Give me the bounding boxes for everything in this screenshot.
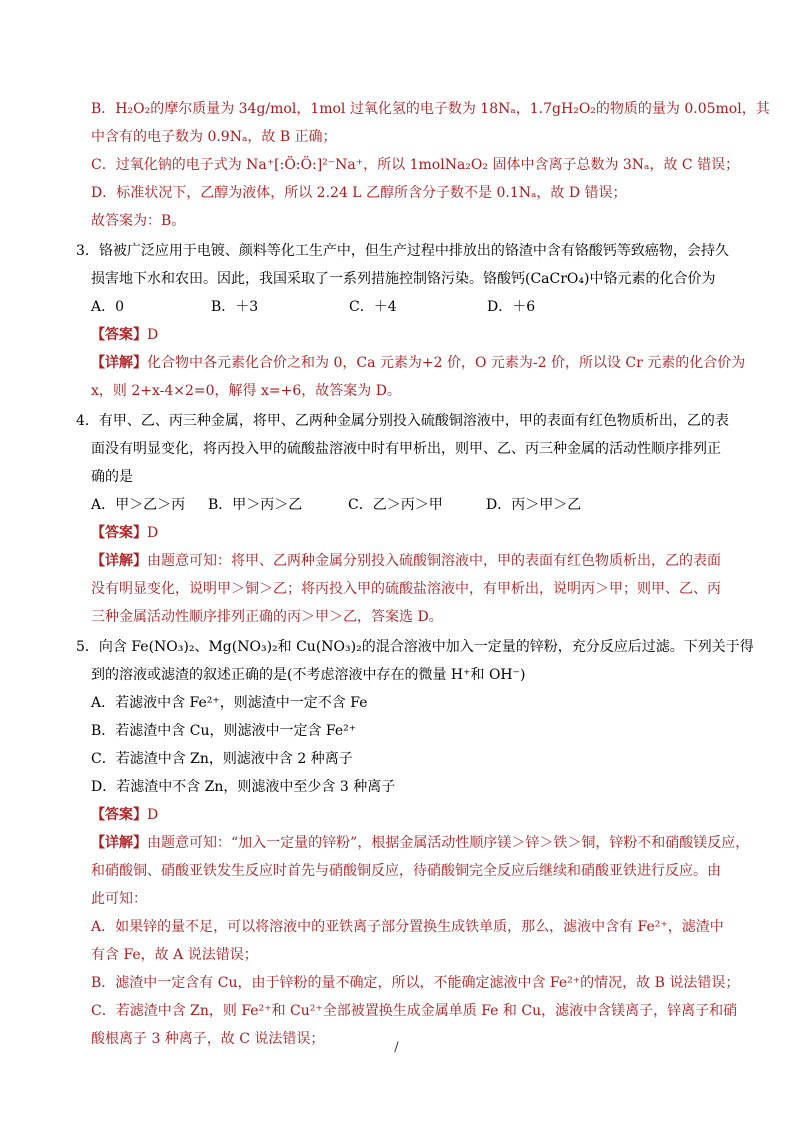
q4-detail-line1 [91,551,721,571]
q3-detail-text1: 化合物中各元素化合价之和为 0，Ca 元素为+2 价，O 元素为-2 价，所以设 Cr 元素的化合价为 [147,355,746,371]
q5-option-c: C．若滤渣中含 Zn，则滤液中含 2 种离子 [91,751,353,767]
q3-stem-line1: 3．铬被广泛应用于电镀、颜料等化工生产中，但生产过程中排放出的铬渣中含有铬酸钙等致癌物，会持久 [76,243,729,259]
q4-detail-line3: 三种金属活动性顺序排列正确的丙＞甲＞乙，答案选 D。 [91,609,443,625]
q4-option-a: A．甲＞乙＞丙 [91,497,186,513]
q3-detail-line2: x，则 2+x-4×2=0，解得 x=+6，故答案为 D。 [91,383,401,399]
q3-detail-tag: 【详解】 [91,355,147,371]
prev-option-b-line1: B．H₂O₂的摩尔质量为 34g/mol，1mol 过氧化氢的电子数为 18Nₐ，1.7gH₂O₂的物质的量为 0.05mol，其 [91,101,770,117]
q5-detail-text1: 由题意可知：“加入一定量的锌粉”，根据金属活动性顺序镁＞锌＞铁＞铜，锌粉不和硝酸镁反应， [147,835,750,851]
q4-stem-line1: 4．有甲、乙、丙三种金属，将甲、乙两种金属分别投入硫酸铜溶液中，甲的表面有红色物质析出，乙的表 [76,413,729,429]
prev-conclusion: 故答案为：B。 [91,213,186,229]
q5-stem-line2: 到的溶液或滤渣的叙述正确的是(不考虑溶液中存在的微量 H⁺和 OH⁻) [91,667,526,683]
q3-answer-tag: 【答案】 [91,327,147,343]
q5-detail-tag: 【详解】 [91,835,147,851]
q4-option-d: D．丙＞甲＞乙 [486,497,582,513]
q3-stem-line2: 损害地下水和农田。因此，我国采取了一系列措施控制铬污染。铬酸钙(CaCrO₄)中铬元素的化合价为 [91,271,716,287]
q3-option-d: D．＋6 [487,299,536,315]
q5-detail-line3: 此可知： [91,891,147,907]
q5-analysis-a-line2: 有含 Fe，故 A 说法错误； [91,947,258,963]
q3-answer [91,325,158,345]
q5-answer-tag: 【答案】 [91,807,147,823]
q5-analysis-c-line2: 酸根离子 3 种离子，故 C 说法错误； [91,1031,325,1047]
q3-options [91,297,535,317]
q3-detail-line1 [91,353,745,373]
q4-stem-line3: 确的是 [91,469,133,485]
q5-analysis-a-line1: A．如果锌的量不足，可以将溶液中的亚铁离子部分置换生成铁单质，那么，滤液中含有 Fe²⁺，滤渣中 [91,919,724,935]
q5-option-d: D．若滤渣中不含 Zn，则滤液中至少含 3 种离子 [91,779,396,795]
q4-stem-line2: 面没有明显变化，将丙投入甲的硫酸盐溶液中时有甲析出，则甲、乙、丙三种金属的活动性顺序排列正 [91,441,721,457]
q4-detail-line2: 没有明显变化，说明甲＞铜＞乙；将丙投入甲的硫酸盐溶液中，有甲析出，说明丙＞甲；则甲、乙、丙 [91,581,721,597]
q3-option-b: B．＋3 [211,299,259,315]
q5-option-b: B．若滤渣中含 Cu，则滤液中一定含 Fe²⁺ [91,723,357,739]
q3-option-c: C．＋4 [349,299,397,315]
q5-analysis-b-line: B．滤渣中一定含有 Cu，由于锌粉的量不确定，所以，不能确定滤液中含 Fe²⁺的情况，故 B 说法错误； [91,975,740,991]
q3-option-a: A．0 [91,299,125,315]
q4-answer-value: D [147,525,159,541]
q5-answer [91,805,158,825]
q5-detail-line2: 和硝酸铜、硝酸亚铁发生反应时首先与硝酸铜反应，待硝酸铜完全反应后继续和硝酸亚铁进行反应。由 [91,863,721,879]
q4-option-b: B．甲＞丙＞乙 [208,497,303,513]
q5-answer-value: D [147,807,159,823]
q4-detail-tag: 【详解】 [91,553,147,569]
q5-analysis-c-line1: C．若滤渣中含 Zn，则 Fe²⁺和 Cu²⁺全部被置换生成金属单质 Fe 和 Cu，滤液中含镁离子，锌离子和硝 [91,1003,738,1019]
page-footer-mark: / [394,1040,399,1055]
q4-answer [91,523,158,543]
prev-option-c-line: C．过氧化钠的电子式为 Na⁺[:Ö:Ö:]²⁻Na⁺，所以 1molNa₂O₂ 固体中含离子总数为 3Nₐ，故 C 错误； [91,157,740,173]
q4-options [91,495,581,515]
prev-option-b-line2: 中含有的电子数为 0.9Nₐ，故 B 正确； [91,129,337,145]
q4-answer-tag: 【答案】 [91,525,147,541]
q5-detail-line1 [91,833,749,853]
q5-option-a: A．若滤液中含 Fe²⁺，则滤渣中一定不含 Fe [91,695,368,711]
prev-option-d-line: D．标准状况下，乙醇为液体，所以 2.24 L 乙醇所含分子数不是 0.1Nₐ，故 D 错误； [91,185,627,201]
q3-answer-value: D [147,327,159,343]
q4-option-c: C．乙＞丙＞甲 [348,497,443,513]
q4-detail-text1: 由题意可知：将甲、乙两种金属分别投入硫酸铜溶液中，甲的表面有红色物质析出，乙的表面 [147,553,721,569]
q5-stem-line1: 5．向含 Fe(NO₃)₂、Mg(NO₃)₂和 Cu(NO₃)₂的混合溶液中加入一定量的锌粉，充分反应后过滤。下列关于得 [76,639,754,655]
